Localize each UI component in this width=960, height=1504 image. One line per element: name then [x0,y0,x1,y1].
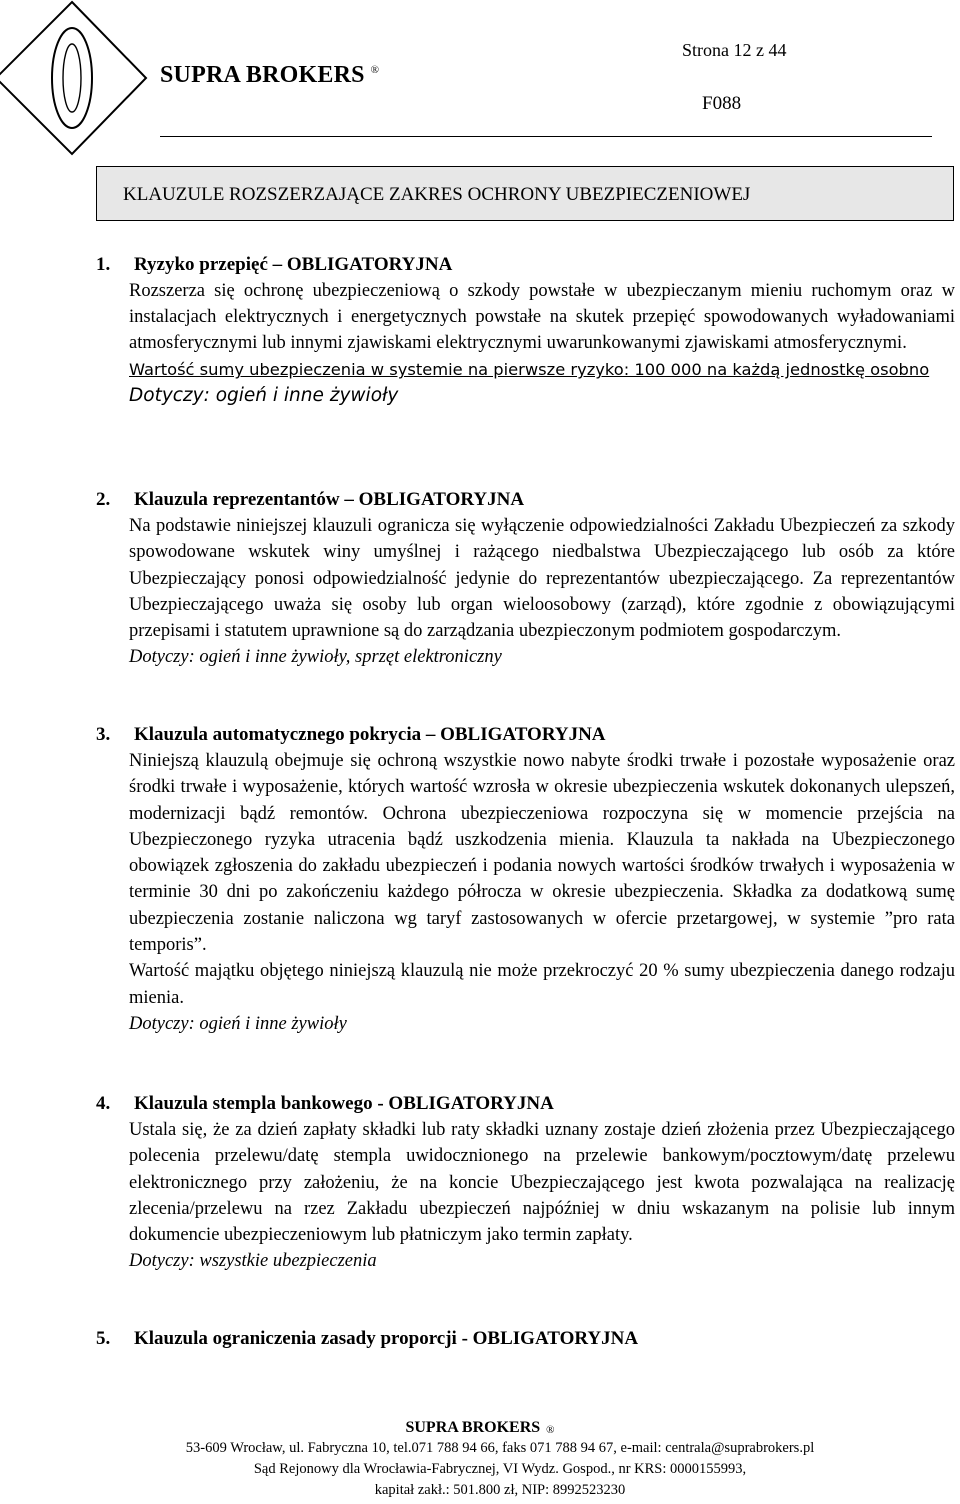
section-2 [96,487,956,671]
page-number: Strona 12 z 44 [682,40,787,60]
section-3 [96,722,956,1037]
section-body: Rozszerza się ochronę ubezpieczeniową o szkody powstałe w ubezpieczanym mieniu ruchomym oraz w instalacjach elektrycznych i energetycznych powstałe na skutek przepięć spowodowanych wyładowaniami atmosferycznymi lub innymi zjawiskami elektrycznymi uwarunkowanymi zjawiskami atmosferycznymi. [129,280,955,354]
registered-mark: ® [370,64,380,76]
section-heading: 1. Ryzyko przepięć – OBLIGATORYJNA [96,254,453,275]
section-concerns: Dotyczy: ogień i inne żywioły [129,385,399,407]
section-body: Niniejszą klauzulą obejmuje się ochroną wszystkie nowo nabyte środki trwałe i pozostałe wyposażenie oraz środki trwałe i wyposażenie, których wartość wzrosła w okresie ubezpieczenia wskutek dokonanych ulepszeń, modernizacji bądź remontów. Ochrona ubezpieczeniowa rozpoczyna się w momencie przejścia na Ubezpieczonego ryzyka utracenia bądź uszkodzenia mienia. Klauzula ta nakłada na Ubezpieczonego obowiązek zgłoszenia do zakładu ubezpieczeń i podania nowych wartości środków trwałych i wyposażenia w terminie 30 dni po zakończeniu każdego półrocza w okresie ubezpieczenia. Składka za dodatkową sumę ubezpieczenia zostanie naliczona wg taryf zastosowanych w ofercie przetargowej, w systemie ”pro rata temporis”. [129,751,955,956]
footer-court: Sąd Rejonowy dla Wrocławia-Fabrycznej, VI Wydz. Gospod., nr KRS: 0000155993, [253,1461,747,1477]
footer-address: 53-609 Wrocław, ul. Fabryczna 10, tel.071 788 94 66, faks 071 788 94 67, e-mail: centrala@suprabrokers.pl [185,1440,815,1456]
section-4 [96,1091,956,1275]
section-heading: 3. Klauzula automatycznego pokrycia – OBLIGATORYJNA [96,724,606,745]
footer-capital: kapitał zakł.: 501.800 zł, NIP: 8992523230 [374,1482,626,1498]
section-body-limit: Wartość majątku objętego niniejszą klauzulą nie może przekroczyć 20 % sumy ubezpieczenia danego rodzaju mienia. [129,961,955,1008]
section-body: Ustala się, że za dzień zapłaty składki lub raty składki uznany zostaje dzień złożenia przez Ubezpieczającego polecenia przelewu/datę stempla uwidocznionego na przelewie bankowym/pocztowym/datę przelewu elektronicznego przy założeniu, że na koncie Ubezpieczającego jest kwota pozwalająca na realizację zlecenia/przelewu na rzez Zakładu ubezpieczeń najpóźniej w dniu wskazanym na polisie lub innym dokumencie ubezpieczeniowym lub płatniczym jako termin zapłaty. [129,1120,955,1246]
sum-insured-note: Wartość sumy ubezpieczenia w systemie na pierwsze ryzyko: 100 000 na każdą jednostkę osobno [129,360,930,380]
section-body: Na podstawie niniejszej klauzuli ogranicza się wyłączenie odpowiedzialności Zakładu Ubezpieczeń za szkody spowodowane wskutek winy umyślnej i rażącego niedbalstwa Ubezpieczającego lub osób za które Ubezpieczający ponosi odpowiedzialność jedynie do reprezentantów ubezpieczającego. Za reprezentantów Ubezpieczającego uważa się osoby lub organ wieloosobowy (zarząd), które zgodnie z obowiązującymi przepisami i statutem uprawnione są do zarządzania ubezpieczonym podmiotem gospodarczym. [129,516,955,642]
document-title-box [96,166,954,221]
document-id: F088 [702,93,742,114]
registered-mark: ® [546,1424,555,1436]
section-heading: 2. Klauzula reprezentantów – OBLIGATORYJNA [96,489,525,510]
section-heading: 5. Klauzula ograniczenia zasady proporcji - OBLIGATORYJNA [96,1328,639,1349]
section-concerns: Dotyczy: ogień i inne żywioły [129,1013,347,1034]
section-concerns: Dotyczy: wszystkie ubezpieczenia [129,1251,377,1272]
brand-name: SUPRA BROKERS ® [160,62,380,88]
section-heading: 4. Klauzula stempla bankowego - OBLIGATORYJNA [96,1093,554,1114]
footer-brand: SUPRA BROKERS ® [405,1419,555,1436]
company-logo-icon [0,0,150,158]
header-divider [160,136,932,137]
section-concerns: Dotyczy: ogień i inne żywioły, sprzęt elektroniczny [129,647,502,668]
section-1 [96,252,956,410]
page-footer [0,1418,960,1501]
section-5 [96,1326,956,1352]
document-title: KLAUZULE ROZSZERZAJĄCE ZAKRES OCHRONY UBEZPIECZENIOWEJ [123,184,751,205]
